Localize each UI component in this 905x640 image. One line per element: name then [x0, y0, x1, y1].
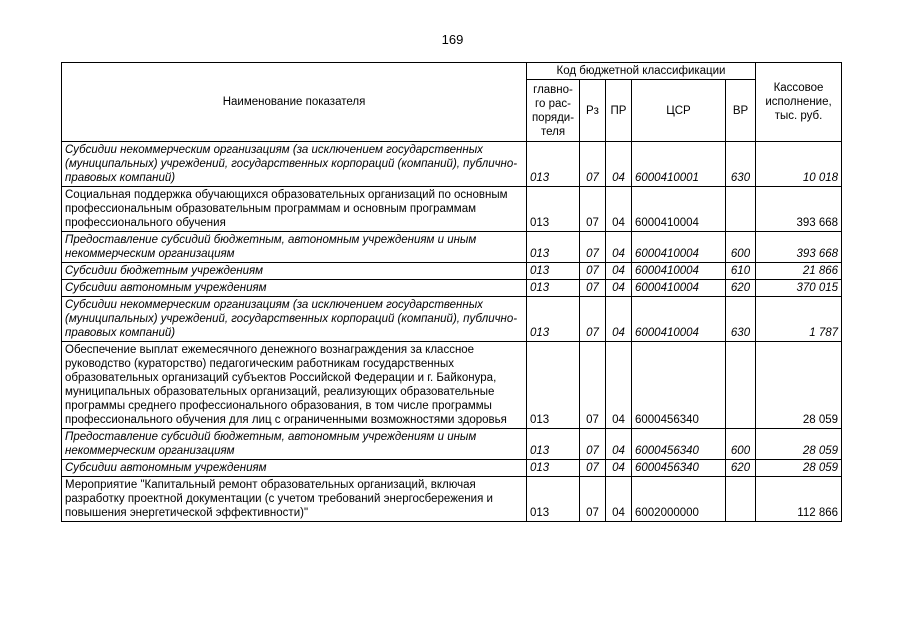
- cell-csr: 6002000000: [632, 477, 726, 522]
- cell-csr: 6000410004: [632, 297, 726, 342]
- table-row: [62, 342, 842, 429]
- cell-glavn: 013: [527, 342, 580, 429]
- cell-pr: 04: [606, 232, 632, 263]
- cell-amount: 21 866: [756, 263, 842, 280]
- cell-name: Субсидии автономным учреждениям: [62, 280, 527, 297]
- cell-name: Мероприятие "Капитальный ремонт образовательных организаций, включая разработку проектной документации (с учетом требований энергосбережения и повышения энергетической эффективности)": [62, 477, 527, 522]
- table-row: [62, 142, 842, 187]
- cell-vr: 620: [726, 280, 756, 297]
- cell-csr: 6000456340: [632, 342, 726, 429]
- cell-csr: 6000456340: [632, 460, 726, 477]
- cell-csr: 6000410004: [632, 187, 726, 232]
- cell-pr: 04: [606, 263, 632, 280]
- cell-csr: 6000410004: [632, 263, 726, 280]
- table-row: [62, 187, 842, 232]
- cell-glavn: 013: [527, 297, 580, 342]
- cell-csr: 6000456340: [632, 429, 726, 460]
- cell-pr: 04: [606, 187, 632, 232]
- cell-glavn: 013: [527, 263, 580, 280]
- cell-vr: 600: [726, 429, 756, 460]
- cell-vr: [726, 342, 756, 429]
- cell-csr: 6000410004: [632, 280, 726, 297]
- cell-amount: 28 059: [756, 342, 842, 429]
- cell-pr: 04: [606, 142, 632, 187]
- table-row: [62, 477, 842, 522]
- cell-rz: 07: [580, 142, 606, 187]
- cell-csr: 6000410004: [632, 232, 726, 263]
- cell-vr: 630: [726, 142, 756, 187]
- cell-amount: 28 059: [756, 460, 842, 477]
- header-rz: Рз: [580, 80, 606, 142]
- cell-amount: 393 668: [756, 232, 842, 263]
- cell-pr: 04: [606, 280, 632, 297]
- cell-rz: 07: [580, 263, 606, 280]
- table-body: [62, 142, 842, 522]
- cell-glavn: 013: [527, 142, 580, 187]
- cell-vr: 610: [726, 263, 756, 280]
- page-number: 169: [441, 32, 464, 47]
- cell-rz: 07: [580, 460, 606, 477]
- cell-rz: 07: [580, 429, 606, 460]
- header-pr: ПР: [606, 80, 632, 142]
- cell-rz: 07: [580, 187, 606, 232]
- cell-pr: 04: [606, 429, 632, 460]
- cell-amount: 393 668: [756, 187, 842, 232]
- cell-glavn: 013: [527, 477, 580, 522]
- table-row: [62, 280, 842, 297]
- cell-glavn: 013: [527, 280, 580, 297]
- cell-rz: 07: [580, 280, 606, 297]
- cell-glavn: 013: [527, 187, 580, 232]
- cell-amount: 28 059: [756, 429, 842, 460]
- cell-rz: 07: [580, 297, 606, 342]
- table-row: [62, 232, 842, 263]
- cell-vr: [726, 187, 756, 232]
- cell-name: Субсидии некоммерческим организациям (за исключением государственных (муниципальных) учреждений, государственных корпораций (компаний), публично-правовых компаний): [62, 142, 527, 187]
- cell-name: Субсидии бюджетным учреждениям: [62, 263, 527, 280]
- cell-csr: 6000410001: [632, 142, 726, 187]
- cell-rz: 07: [580, 232, 606, 263]
- header-csr: ЦСР: [632, 80, 726, 142]
- cell-vr: [726, 477, 756, 522]
- cell-amount: 370 015: [756, 280, 842, 297]
- header-name: Наименование показателя: [62, 63, 527, 142]
- header-vr: ВР: [726, 80, 756, 142]
- cell-glavn: 013: [527, 429, 580, 460]
- table-row: [62, 429, 842, 460]
- header-glavn: главно-го рас-поряди-теля: [527, 80, 580, 142]
- table-row: [62, 460, 842, 477]
- cell-amount: 10 018: [756, 142, 842, 187]
- table-row: [62, 297, 842, 342]
- budget-table: [61, 62, 842, 522]
- cell-glavn: 013: [527, 232, 580, 263]
- cell-pr: 04: [606, 460, 632, 477]
- cell-vr: 630: [726, 297, 756, 342]
- cell-vr: 600: [726, 232, 756, 263]
- cell-amount: 1 787: [756, 297, 842, 342]
- header-classification-group: Код бюджетной классификации: [527, 63, 756, 80]
- cell-vr: 620: [726, 460, 756, 477]
- cell-amount: 112 866: [756, 477, 842, 522]
- table-row: [62, 263, 842, 280]
- cell-rz: 07: [580, 342, 606, 429]
- cell-pr: 04: [606, 477, 632, 522]
- cell-glavn: 013: [527, 460, 580, 477]
- cell-name: Субсидии автономным учреждениям: [62, 460, 527, 477]
- cell-pr: 04: [606, 342, 632, 429]
- cell-name: Субсидии некоммерческим организациям (за исключением государственных (муниципальных) учреждений, государственных корпораций (компаний), публично-правовых компаний): [62, 297, 527, 342]
- header-amount: Кассовое исполнение, тыс. руб.: [756, 63, 842, 142]
- cell-name: Социальная поддержка обучающихся образовательных организаций по основным профессиональным образовательным программам и основным программам профессионального обучения: [62, 187, 527, 232]
- cell-name: Обеспечение выплат ежемесячного денежного вознаграждения за классное руководство (кураторство) педагогическим работникам государственных образовательных организаций субъектов Российской Федерации и г. Байконура, муниципальных образовательных организаций, реализующих образовательные программы среднего профессионального образования, в том числе программы профессионального обучения для лиц с ограниченными возможностями здоровья: [62, 342, 527, 429]
- cell-name: Предоставление субсидий бюджетным, автономным учреждениям и иным некоммерческим организациям: [62, 232, 527, 263]
- cell-pr: 04: [606, 297, 632, 342]
- cell-name: Предоставление субсидий бюджетным, автономным учреждениям и иным некоммерческим организациям: [62, 429, 527, 460]
- cell-rz: 07: [580, 477, 606, 522]
